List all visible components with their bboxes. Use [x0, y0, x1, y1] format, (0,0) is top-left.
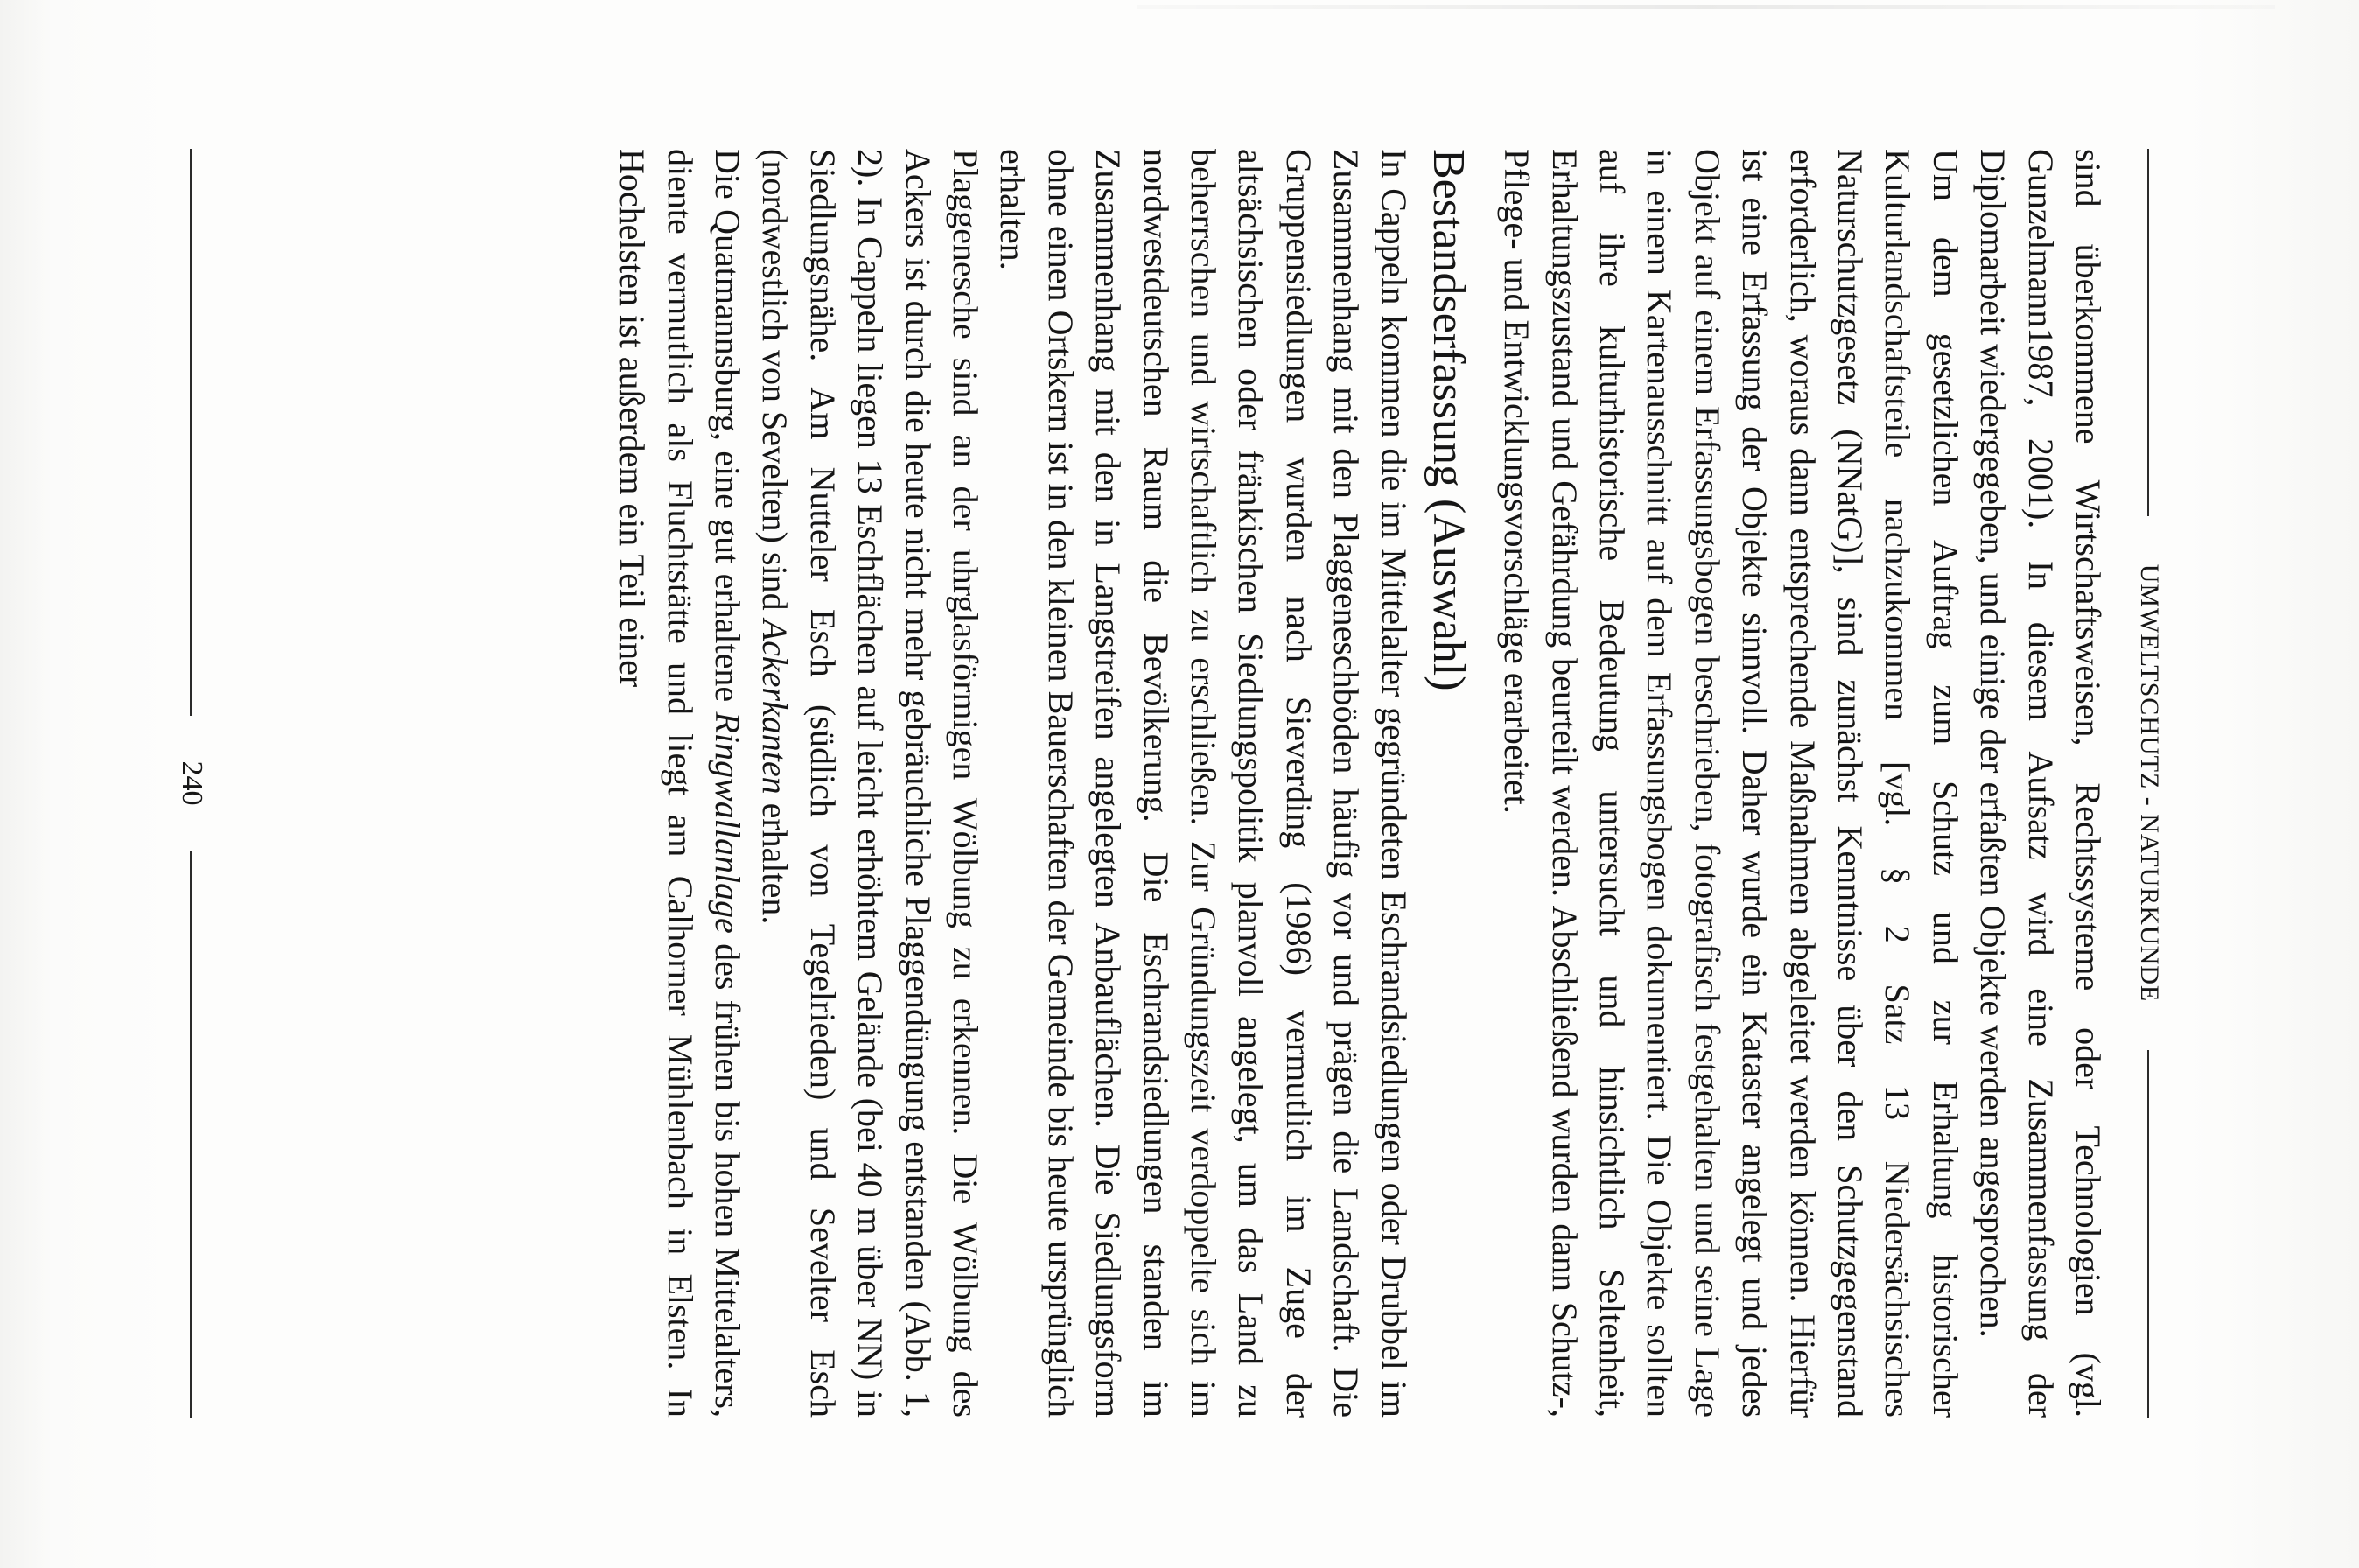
term-ringwallanlage: Ringwallanlage	[708, 711, 748, 934]
paragraph-intro: sind überkommene Wirtschaftsweisen, Rechtssysteme oder Technologien (vgl. Gunzelmann1987, 2001). In diesem Aufsatz wird eine Zusammenfassung der Diplomarbeit wiedergegeben, und einige der erfaßten Objekte werden angesprochen.	[1973, 149, 2108, 1418]
quatmannsburg-text-a: Die Quatmannsburg, eine gut erhaltene	[708, 149, 748, 712]
term-ackerkanten: Ackerkanten	[755, 619, 795, 794]
section-heading: Bestandserfassung (Auswahl)	[1423, 149, 1474, 691]
plaggenesche-text-b: erhalten.	[755, 794, 795, 925]
running-title: UMWELTSCHUTZ - NATURKUNDE	[2135, 564, 2164, 1003]
header-rule-right	[2147, 1050, 2149, 1418]
page-number: 240	[176, 760, 208, 806]
paragraph-legal-mandate: Um dem gesetzlichen Auftrag zum Schutz und zur Erhaltung historischer Kulturlandschaftsteile nachzukommen [vgl. § 2 Satz 13 Niedersächsisches Naturschutzgesetz (NNatG)], sind zunächst Kenntnisse über den Schutzgegenstand erforderlich, woraus dann entsprechende Maßnahmen abgeleitet werden können. Hierfür ist eine Erfassung der Objekte sinnvoll. Daher wurde ein Kataster angelegt und jedes Objekt auf einem Erfassungsbogen beschrieben, fotografisch festgehalten und seine Lage in einem Kartenausschnitt auf dem Erfassungsbogen dokumentiert. Die Objekte sollten auf ihre kulturhistorische Bedeutung untersucht und hinsichtlich Seltenheit, Erhaltungszustand und Gefährdung beurteilt werden. Abschließend wurden dann Schutz-, Pflege- und Entwicklungsvorschläge erarbeitet.	[1497, 149, 1965, 1418]
paragraph-eschrandsiedlungen: In Cappeln kommen die im Mittelalter gegründeten Eschrandsiedlungen oder Drubbel im Zusammenhang mit den Plaggeneschböden häufig vor und prägen die Landschaft. Die Gruppensiedlungen wurden nach Sieverding (1986) vermutlich im Zuge der altsächsischen oder fränkischen Siedlungspolitik planvoll angelegt, um das Land zu beherrschen und wirtschaftlich zu erschließen. Zur Gründungszeit verdoppelte sich im nordwestdeutschen Raum die Bevölkerung. Die Eschrandsiedlungen standen im Zusammenhang mit den in Langstreifen angelegten Anbauflächen. Die Siedlungsform ohne einen Ortskern ist in den kleinen Bauerschaften der Gemeinde bis heute ursprünglich erhalten.	[993, 149, 1414, 1418]
page-footer	[174, 149, 209, 1418]
running-header	[2132, 149, 2166, 1418]
quatmannsburg-text-b: des frühen bis hohen Mittelalters, diente vermutlich als Fluchtstätte und liegt am Calhorner Mühlenbach in Elsten. In Hochelsten ist außerdem ein Teil einer	[612, 149, 748, 1418]
paragraph-quatmannsburg	[608, 149, 751, 1418]
body-text	[608, 149, 2111, 1418]
footer-rule-left	[190, 149, 192, 716]
paragraph-plaggenesche	[751, 149, 989, 1418]
footer-rule-right	[190, 850, 192, 1418]
header-rule-left	[2147, 149, 2149, 516]
plaggenesche-text-a: Plaggenesche sind an der uhrglasförmigen Wölbung zu erkennen. Die Wölbung des Ackers ist durch die heute nicht mehr gebräuchliche Plaggendüngung entstanden (Abb. 1, 2). In Cappeln liegen 13 Eschflächen auf leicht erhöhtem Gelände (bei 40 m über NN) in Siedlungsnähe. Am Nutteler Esch (südlich von Tegelrieden) und Sevelter Esch (nordwestlich von Sevelten) sind	[755, 149, 986, 1418]
